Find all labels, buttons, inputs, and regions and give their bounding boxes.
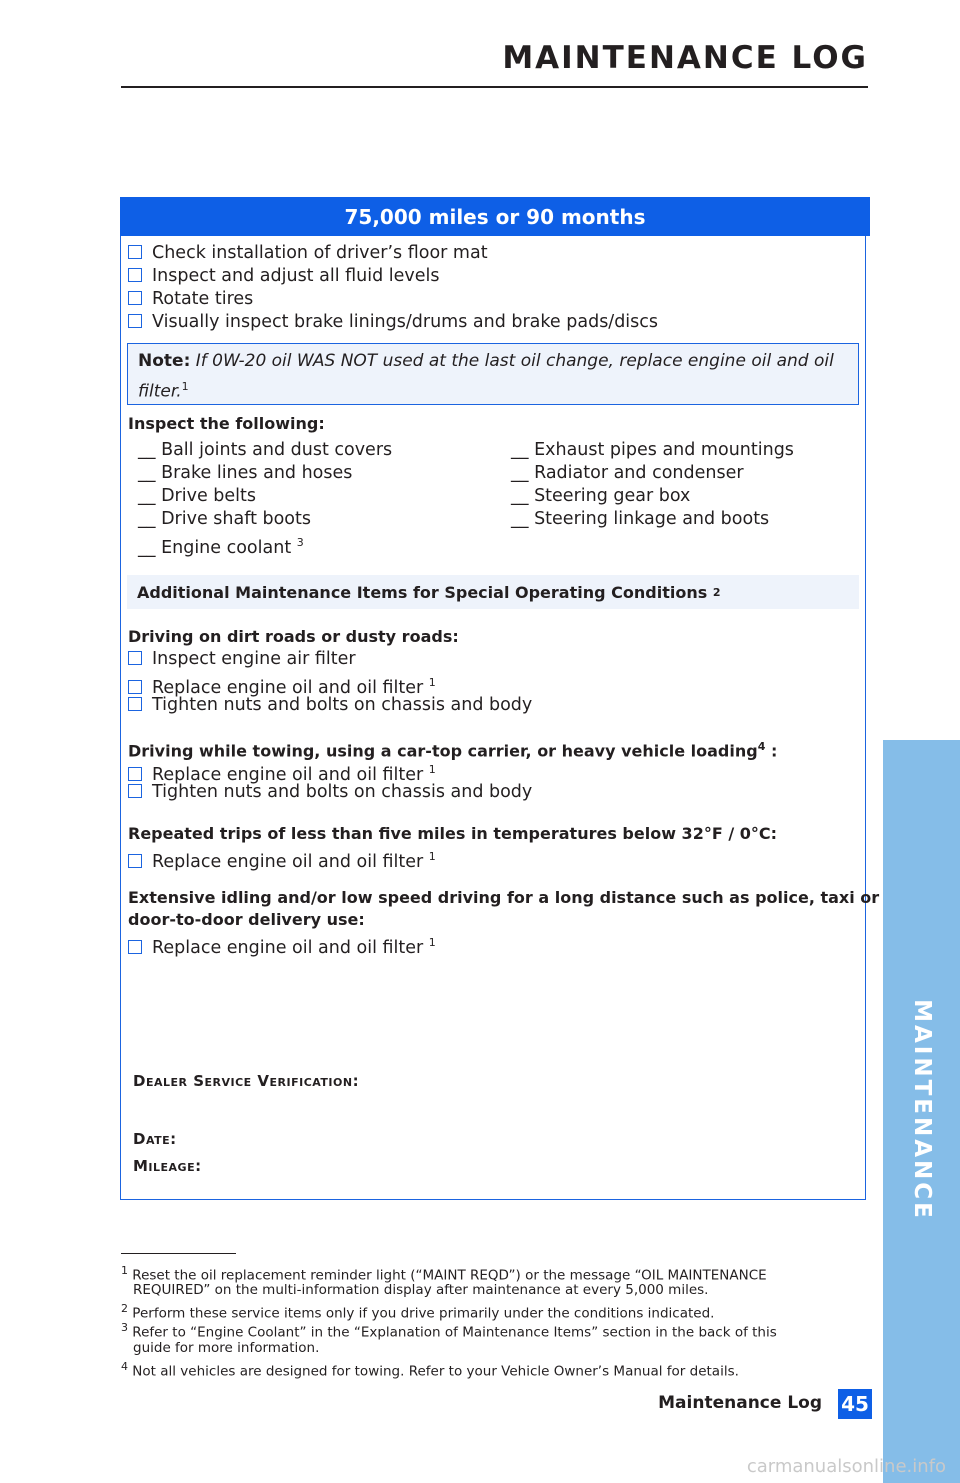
footnote-number: 4 (121, 1360, 128, 1373)
note-text: If 0W-20 oil WAS NOT used at the last oil change, replace engine oil and oil filter. (138, 351, 834, 402)
checkbox[interactable] (128, 651, 142, 665)
additional-heading (127, 575, 859, 609)
footnote (121, 1359, 861, 1380)
additional-heading-text: Additional Maintenance Items for Special Operating Conditions (137, 582, 708, 602)
footnote (121, 1263, 861, 1284)
checklist-item (128, 288, 253, 311)
inspect-item: __ Brake lines and hoses (138, 463, 353, 483)
note-footnote-ref: 1 (181, 380, 189, 393)
inspect-item: __ Radiator and condenser (511, 463, 744, 483)
footnote-ref: 1 (428, 763, 436, 776)
footnote-number: 1 (121, 1264, 128, 1277)
footnote-number: 3 (121, 1321, 128, 1334)
footnote (121, 1301, 861, 1322)
inspect-heading: Inspect the following: (128, 414, 325, 433)
title-divider (121, 86, 868, 88)
inspect-item: __ Steering linkage and boots (511, 509, 770, 529)
footnote (121, 1320, 861, 1341)
checkbox[interactable] (128, 245, 142, 259)
checklist-item (128, 265, 440, 288)
footnote-text: Refer to “Engine Coolant” in the “Explanation of Maintenance Items” section in the back of this (132, 1324, 777, 1341)
checkbox[interactable] (128, 291, 142, 305)
checklist-label: Check installation of driver’s floor mat (152, 243, 488, 263)
inspect-item: __ Drive shaft boots (138, 509, 311, 529)
footnote-continuation: REQUIRED” on the multi-information display after maintenance at every 5,000 miles. (133, 1282, 709, 1298)
side-tab-label (883, 990, 960, 1230)
footnote-ref: 1 (428, 676, 436, 689)
checklist-label: Tighten nuts and bolts on chassis and body (152, 695, 533, 715)
checklist-label: Replace engine oil and oil filter (152, 764, 424, 785)
watermark: carmanualsonline.info (746, 1456, 946, 1477)
cold-heading: Repeated trips of less than five miles in temperatures below 32°F / 0°C: (128, 824, 778, 843)
dealer-verification-label: Dealer Service Verification: (133, 1072, 360, 1090)
checklist-label: Replace engine oil and oil filter (152, 851, 424, 872)
checkbox[interactable] (128, 854, 142, 868)
checkbox[interactable] (128, 940, 142, 954)
checklist-label: Visually inspect brake linings/drums and brake pads/discs (152, 312, 659, 332)
inspect-item: __ Ball joints and dust covers (138, 440, 393, 460)
dusty-heading: Driving on dirt roads or dusty roads: (128, 627, 459, 646)
footnote-continuation: guide for more information. (133, 1340, 320, 1356)
idling-heading-line2: door-to-door delivery use: (128, 910, 365, 929)
footnote-ref: 1 (428, 850, 436, 863)
footnote-text: Reset the oil replacement reminder light (“MAINT REQD”) or the message “OIL MAINTENANCE (132, 1267, 767, 1284)
oil-note (127, 343, 859, 405)
footnote-number: 2 (121, 1302, 128, 1315)
checklist-label: Replace engine oil and oil filter (152, 937, 424, 958)
checkbox[interactable] (128, 767, 142, 781)
checkbox[interactable] (128, 697, 142, 711)
footnote-divider (121, 1253, 236, 1254)
checkbox[interactable] (128, 314, 142, 328)
checklist-label: Rotate tires (152, 289, 254, 309)
inspect-item: __ Exhaust pipes and mountings (511, 440, 794, 460)
checkbox[interactable] (128, 680, 142, 694)
idling-heading-line1: Extensive idling and/or low speed driving for a long distance such as police, taxi or (128, 888, 880, 907)
towing-heading-tail: : (765, 741, 778, 761)
footnote-ref: 2 (712, 585, 721, 599)
section-heading: 75,000 miles or 90 months (120, 197, 870, 236)
inspect-item: __ Drive belts (138, 486, 256, 506)
page-title: MAINTENANCE LOG (502, 40, 868, 76)
footnote-ref: 4 (757, 740, 766, 753)
checkbox[interactable] (128, 784, 142, 798)
page-number: 45 (838, 1389, 872, 1419)
checklist-item (128, 694, 532, 717)
footer-label: Maintenance Log (658, 1393, 822, 1413)
checklist-label: Tighten nuts and bolts on chassis and body (152, 782, 533, 802)
inspect-item: __ Steering gear box (511, 486, 691, 506)
mileage-label: Mileage: (133, 1157, 202, 1175)
towing-heading-text: Driving while towing, using a car-top carrier, or heavy vehicle loading (128, 741, 758, 761)
checklist-item (128, 931, 436, 960)
checkbox[interactable] (128, 268, 142, 282)
note-label: Note: (138, 351, 191, 371)
checklist-item (128, 242, 488, 265)
checklist-label: Replace engine oil and oil filter (152, 677, 424, 698)
checklist-item (128, 781, 532, 804)
date-label: Date: (133, 1130, 177, 1148)
checklist-item (128, 648, 356, 671)
inspect-item (138, 531, 304, 560)
footnote-ref: 1 (428, 936, 436, 949)
checklist-item (128, 311, 658, 334)
side-tab-text: MAINTENANCE (908, 999, 935, 1221)
footnote-text: Not all vehicles are designed for towing. Refer to your Vehicle Owner’s Manual for details. (132, 1363, 739, 1380)
checklist-label: Inspect engine air filter (152, 649, 356, 669)
footnote-ref: 3 (296, 536, 304, 549)
inspect-item-label: __ Engine coolant (138, 537, 292, 558)
checklist-item (128, 845, 436, 874)
footnote-text: Perform these service items only if you drive primarily under the conditions indicated. (132, 1305, 715, 1322)
checklist-label: Inspect and adjust all fluid levels (152, 266, 440, 286)
